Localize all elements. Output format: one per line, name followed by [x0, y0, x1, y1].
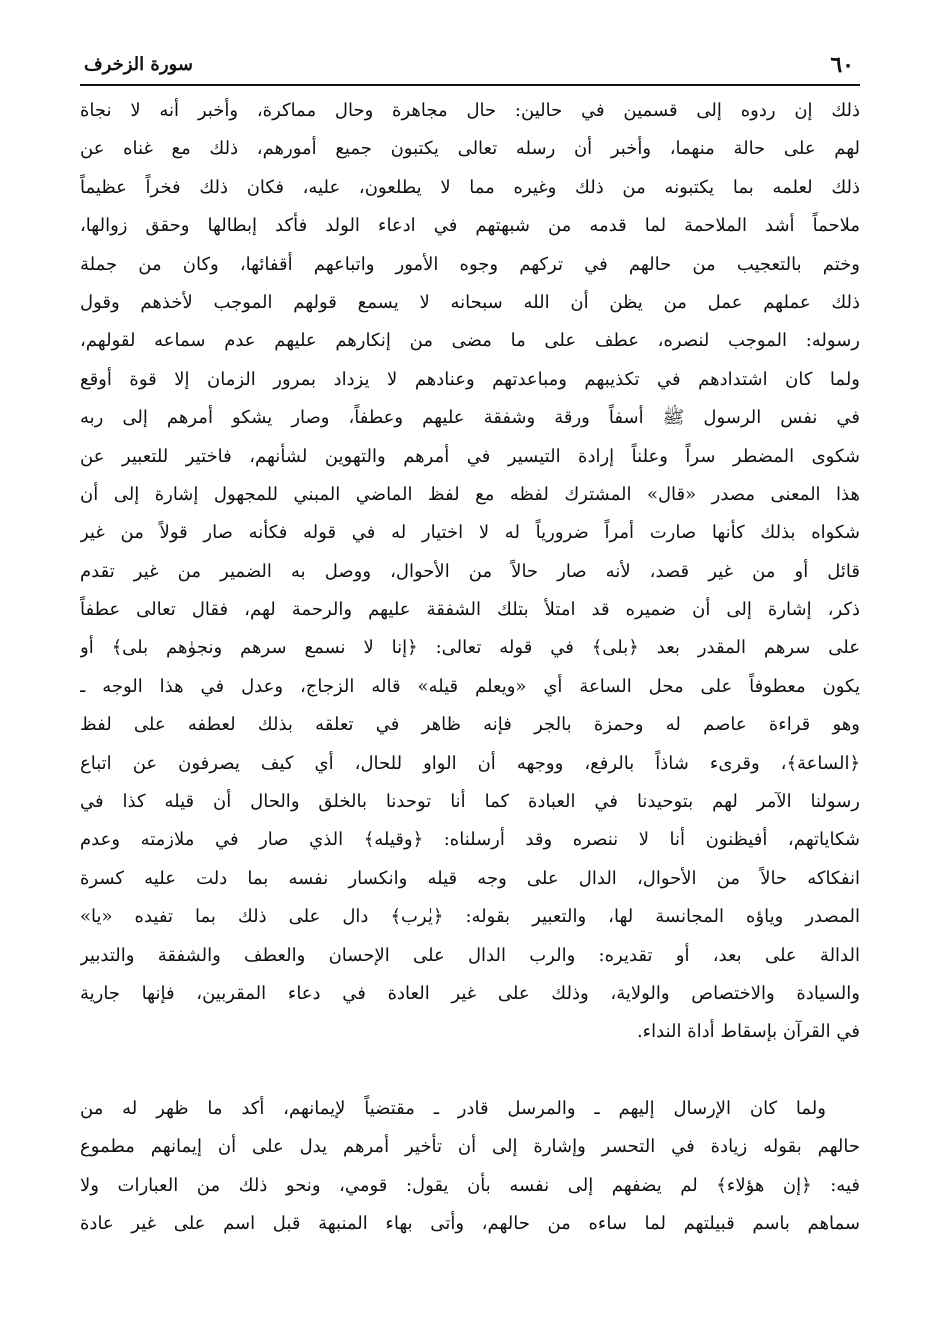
text-line: ولما كان اشتدادهم في تكذيبهم ومباعدتهم وعنادهم لا يزداد بمرور الزمان إلا قوة أوقع	[80, 368, 860, 390]
text-line: على سرهم المقدر بعد ﴿بلى﴾ في قوله تعالى: ﴿إنا لا نسمع سرهم ونجوٰهم بلى﴾ أو	[80, 637, 860, 659]
paragraph-2	[80, 1090, 860, 1244]
header-divider	[80, 84, 860, 86]
text-line: ولما كان الإرسال إليهم ـ والمرسل قادر ـ مقتضياً لإيمانهم، أكد ما ظهر له من	[80, 1097, 826, 1119]
paragraph-gap	[80, 1052, 860, 1090]
text-line: هذا المعنى مصدر «قال» المشترك لفظه مع لفظ الماضي المبني للمجهول إشارة إلى أن	[80, 483, 860, 505]
text-line: سماهم باسم قبيلتهم لما ساءه من حالهم، وأتى بهاء المنبهة قبل اسم على غير عادة	[80, 1212, 860, 1234]
text-line: شكوى المضطر سراً وعلناً إرادة التيسير في أمرهم والتهوين لشأنهم، فاختير للتعبير عن	[80, 445, 860, 467]
text-line: ملاحماً أشد الملاحمة لما قدمه من شبهتهم في ادعاء الولد فأكد إبطالها وحقق زوالها،	[80, 215, 860, 237]
text-line: والسيادة والاختصاص والولاية، وذلك على غير العادة في دعاء المقربين، فإنها جارية	[80, 982, 860, 1004]
body-text	[80, 92, 860, 1243]
text-line: في نفس الرسول ﷺ أسفاً ورقة وشفقة عليهم وعطفاً، وصار يشكو أمرهم إلى ربه	[80, 407, 860, 429]
text-line: ذلك لعلمه بما يكتبونه من ذلك وغيره مما لا يطلعون، عليه، فكان ذلك فخراً عظيماً	[80, 176, 860, 198]
text-line: رسوله: الموجب لنصره، عطف على ما مضى من إنكارهم عليهم عدم سماعه لقولهم،	[80, 330, 860, 352]
page-number: ٦٠	[830, 52, 854, 78]
text-line: شكواه بذلك كأنها صارت أمراً ضرورياً له لا اختيار له في قوله فكأنه صار قولاً من غير	[80, 522, 860, 544]
paragraph-1	[80, 92, 860, 1052]
text-line: وختم بالتعجيب من حالهم في تركهم وجوه الأمور واتباعهم أقفائها، وكان من جملة	[80, 253, 860, 275]
text-line: انفكاكه حالاً من الأحوال، الدال على وجه قيله وانكسار نفسه بما دلت عليه كسرة	[80, 867, 860, 889]
text-line: لهم على حالة منهما، وأخبر أن رسله تعالى يكتبون جميع أمورهم، ذلك مع غناه عن	[80, 138, 860, 160]
running-title: سورة الزخرف	[84, 54, 193, 75]
text-line: ذلك إن ردوه إلى قسمين في حالين: حال مجاهرة وحال مماكرة، وأخبر أنه لا نجاة	[80, 100, 860, 121]
text-line: في القرآن بإسقاط أداة النداء.	[636, 1021, 860, 1043]
text-line: قائل أو من غير قصد، لأنه صار حالاً من الأحوال، ووصل به الضمير من غير تقدم	[80, 560, 860, 582]
text-line: شكاياتهم، أفيظنون أنا لا ننصره وقد أرسلناه: ﴿وقيله﴾ الذي صار في ملازمته وعدم	[80, 829, 860, 851]
text-line: فيه: ﴿إن هؤلاء﴾ لم يضفهم إلى نفسه بأن يقول: قومي، ونحو ذلك من العبارات ولا	[80, 1174, 860, 1196]
text-line: رسولنا الآمر لهم بتوحيدنا في العبادة كما أنا توحدنا بالخلق والحال أن قيله كذا في	[80, 791, 860, 813]
page-header	[80, 46, 860, 80]
text-line: ﴿الساعة﴾، وقرىء شاذاً بالرفع، ووجهه أن الواو للحال، أي كيف يصرفون عن اتباع	[80, 752, 860, 774]
text-line: ذلك عملهم عمل من يظن أن الله سبحانه لا يسمع قولهم الموجب لأخذهم وقول	[80, 291, 860, 313]
text-line: وهو قراءة عاصم له وحمزة بالجر فإنه ظاهر في تعلقه بذلك لعطفه على لفظ	[80, 714, 860, 736]
text-line: يكون معطوفاً على محل الساعة أي «ويعلم قيله» قاله الزجاج، وعدل في هذا الوجه ـ	[80, 675, 860, 697]
text-line: المصدر وياؤه المجانسة لها، والتعبير بقوله: ﴿يٰرب﴾ دال على ذلك بما تفيده «يا»	[80, 906, 860, 928]
text-line: حالهم بقوله زيادة في التحسر وإشارة إلى أن تأخير أمرهم يدل على أن إيمانهم مطموع	[80, 1136, 860, 1158]
text-line: الدالة على بعد، أو تقديره: والرب الدال على الإحسان والعطف والشفقة والتدبير	[80, 944, 860, 966]
text-line: ذكر، إشارة إلى أن ضميره قد امتلأ بتلك الشفقة عليهم والرحمة لهم، فقال تعالى عطفاً	[80, 599, 860, 621]
